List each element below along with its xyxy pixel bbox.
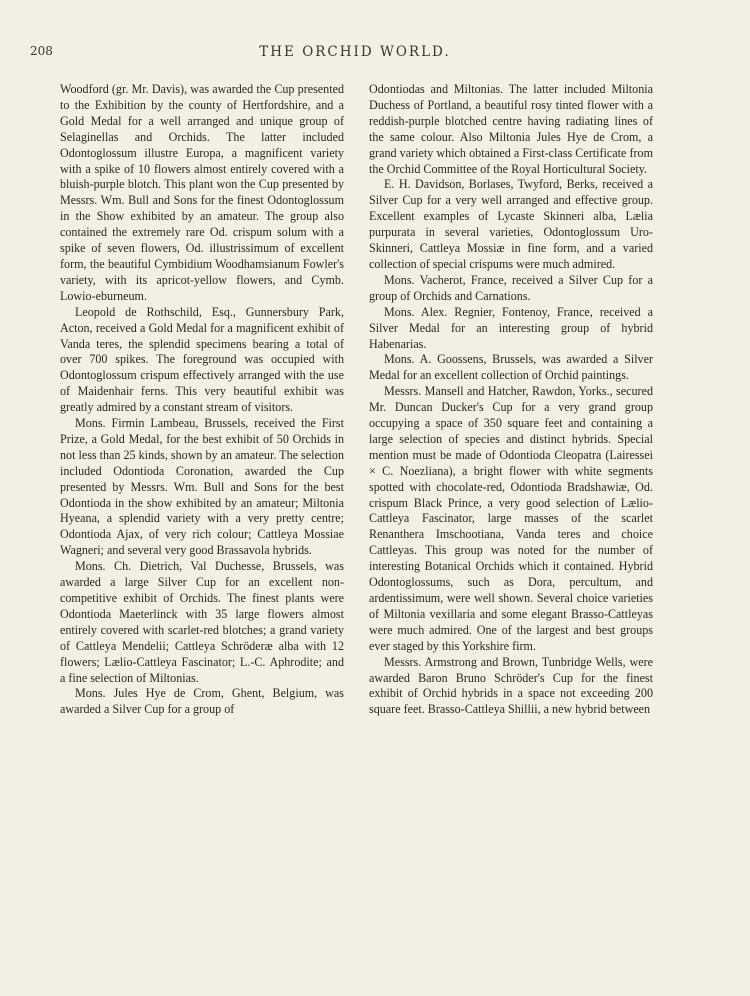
paragraph: Mons. Ch. Dietrich, Val Duchesse, Brussels, was awarded a large Silver Cup for an excellent non-competitive exhibit of Orchids. The finest plants were Odontioda Maeterlinck with 35 large flowers almost entirely covered with scarlet-red blotches; a grand variety of Cattleya Mendelii; Cattleya Schröderæ alba with 12 flowers; Lælio-Cattleya Fascinator; L.-C. Aphrodite; and a fine selection of Miltonias.	[60, 559, 344, 685]
paragraph: Woodford (gr. Mr. Davis), was awarded the Cup presented to the Exhibition by the county of Hertfordshire, and a Gold Medal for a well arranged and unique group of Selaginellas and Orchids. The latter included Odontoglossum illustre Europa, a magnificent variety with a spike of 10 flowers almost entirely covered with a bluish-purple blotch. This plant won the Cup presented by Messrs. Wm. Bull and Sons for the finest Odontoglossum in the Show exhibited by an amateur. The group also contained the extremely rare Od. crispum solum with a spike of seven flowers, Od. illustrissimum of excellent form, the beautiful Cymbidium Woodhamsianum Fowler's variety, with its apricot-yellow flowers, and Cymb. Lowio-eburneum.	[60, 82, 344, 303]
paragraph: Messrs. Mansell and Hatcher, Rawdon, Yorks., secured Mr. Duncan Ducker's Cup for a very grand group occupying a space of 350 square feet and containing a large selection of species and distinct hybrids. Special mention must be made of Odontioda Cleopatra (Lairessei × C. Noezliana), a bright flower with white segments spotted with chocolate-red, Odontioda Bradshawiæ, Od. crispum Black Prince, a very good selection of Lælio-Cattleya Fascinator, large masses of the scarlet Renanthera Imschootiana, Vanda teres and choice Cattleyas. This group was noted for the number of interesting Botanical Orchids which it contained. Hybrid Odontoglossums, such as Dora, percultum, and ardentissimum, were well shown. Several choice varieties of Miltonia vexillaria and some elegant Brasso-Cattleyas were much admired. One of the largest and best groups ever staged by this Yorkshire firm.	[369, 384, 653, 653]
paragraph: Messrs. Armstrong and Brown, Tunbridge Wells, were awarded Baron Bruno Schröder's Cup for the finest exhibit of Orchid hybrids in a space not exceeding 200 square feet. Brasso-Cattleya Shillii, a new hybrid between	[369, 654, 653, 717]
paragraph: Mons. Jules Hye de Crom, Ghent, Belgium, was awarded a Silver Cup for a group of	[60, 686, 344, 717]
paragraph: Mons. Vacherot, France, received a Silver Cup for a group of Orchids and Carnations.	[369, 272, 653, 303]
left-column	[60, 82, 344, 718]
page-header	[30, 44, 680, 64]
paragraph: E. H. Davidson, Borlases, Twyford, Berks, received a Silver Cup for a very well arranged and effective group. Excellent examples of Lycaste Skinneri alba, Lælia purpurata in several varieties, Odontoglossum Uro-Skinneri, Cattleya Mossiæ in fine form, and a varied collection of special crispums were much admired.	[369, 177, 653, 271]
right-column	[369, 82, 653, 718]
page-number: 208	[30, 44, 53, 58]
paragraph: Mons. Firmin Lambeau, Brussels, received the First Prize, a Gold Medal, for the best exhibit of 50 Orchids in not less than 25 kinds, shown by an amateur. The selection included Odontioda Coronation, awarded the Cup presented by Messrs. Wm. Bull and Sons for the best Odontioda in the show exhibited by an amateur; Miltonia Hyeana, a splendid variety with a very pretty centre; Odontioda Ajax, of very rich colour; Cattleya Mossiae Wagneri; and several very good Brassavola hybrids.	[60, 416, 344, 558]
paragraph: Leopold de Rothschild, Esq., Gunnersbury Park, Acton, received a Gold Medal for a magnificent exhibit of Vanda teres, the splendid specimens bearing a total of over 700 spikes. The foreground was occupied with Odontoglossum crispum effectively arranged with the use of Maidenhair ferns. This very beautiful exhibit was greatly admired by a constant stream of visitors.	[60, 304, 344, 415]
paragraph: Odontiodas and Miltonias. The latter included Miltonia Duchess of Portland, a beautiful rosy tinted flower with a reddish-purple blotched centre having radiating lines of the same colour. Also Miltonia Jules Hye de Crom, a grand variety which obtained a First-class Certificate from the Orchid Committee of the Royal Horticultural Society.	[369, 82, 653, 176]
paragraph: Mons. Alex. Regnier, Fontenoy, France, received a Silver Medal for an interesting group of hybrid Habenarias.	[369, 304, 653, 351]
paragraph: Mons. A. Goossens, Brussels, was awarded a Silver Medal for an excellent collection of Orchid paintings.	[369, 352, 653, 383]
running-title: THE ORCHID WORLD.	[259, 44, 451, 60]
